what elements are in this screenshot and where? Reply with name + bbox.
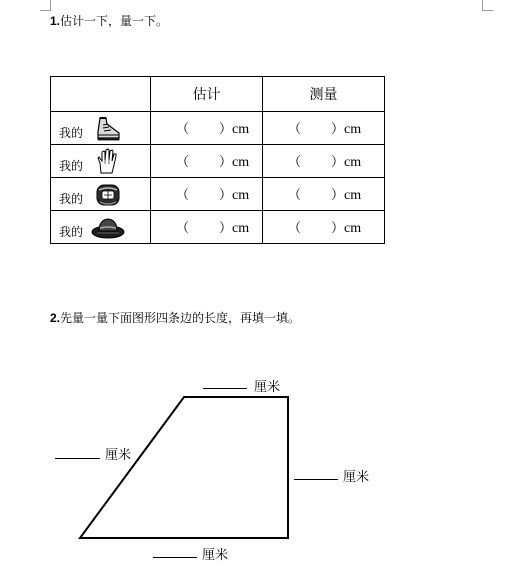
question-1-number: 1. bbox=[50, 14, 61, 28]
row-label-cell bbox=[51, 211, 151, 244]
row-label-cell bbox=[51, 178, 151, 211]
top-side-blank[interactable] bbox=[203, 388, 247, 389]
measurement-table bbox=[50, 76, 385, 244]
question-2-number: 2. bbox=[50, 311, 61, 325]
hand-icon bbox=[95, 147, 119, 179]
pencil-case-icon bbox=[95, 180, 121, 212]
row-label: 我的 bbox=[59, 225, 84, 239]
left-side-unit: 厘米 bbox=[105, 448, 132, 463]
measure-blank[interactable]: （ ）cm bbox=[263, 112, 385, 145]
row-label: 我的 bbox=[59, 159, 84, 173]
table-row bbox=[51, 211, 385, 244]
row-label-cell bbox=[51, 145, 151, 178]
estimate-blank[interactable]: （ ）cm bbox=[151, 112, 263, 145]
measure-blank[interactable]: （ ）cm bbox=[263, 145, 385, 178]
measure-blank[interactable]: （ ）cm bbox=[263, 211, 385, 244]
question-2-text: 先量一量下面图形四条边的长度，再填一填。 bbox=[60, 311, 301, 325]
page-corner-mark-left bbox=[40, 0, 51, 11]
bottom-side-blank[interactable] bbox=[153, 557, 197, 558]
row-label: 我的 bbox=[59, 126, 84, 140]
table-row bbox=[51, 145, 385, 178]
measure-blank[interactable]: （ ）cm bbox=[263, 178, 385, 211]
left-side-blank[interactable] bbox=[55, 458, 100, 459]
question-1-text: 估计一下，量一下。 bbox=[60, 14, 169, 28]
estimate-blank[interactable]: （ ）cm bbox=[151, 145, 263, 178]
question-1-title bbox=[50, 12, 168, 29]
page-corner-mark-right bbox=[482, 0, 493, 11]
shoe-icon bbox=[95, 114, 121, 146]
right-side-blank[interactable] bbox=[294, 479, 338, 480]
estimate-blank[interactable]: （ ）cm bbox=[151, 178, 263, 211]
hat-icon bbox=[91, 215, 125, 245]
top-side-unit: 厘米 bbox=[254, 380, 281, 395]
header-blank bbox=[51, 77, 151, 112]
table-header-row bbox=[51, 77, 385, 112]
header-estimate: 估计 bbox=[151, 77, 263, 112]
table-row bbox=[51, 112, 385, 145]
estimate-blank[interactable]: （ ）cm bbox=[151, 211, 263, 244]
question-2-title bbox=[50, 309, 300, 326]
row-label-cell bbox=[51, 112, 151, 145]
row-label: 我的 bbox=[59, 192, 84, 206]
right-side-unit: 厘米 bbox=[343, 470, 370, 485]
header-measure: 测量 bbox=[263, 77, 385, 112]
bottom-side-unit: 厘米 bbox=[202, 548, 229, 563]
table-row bbox=[51, 178, 385, 211]
